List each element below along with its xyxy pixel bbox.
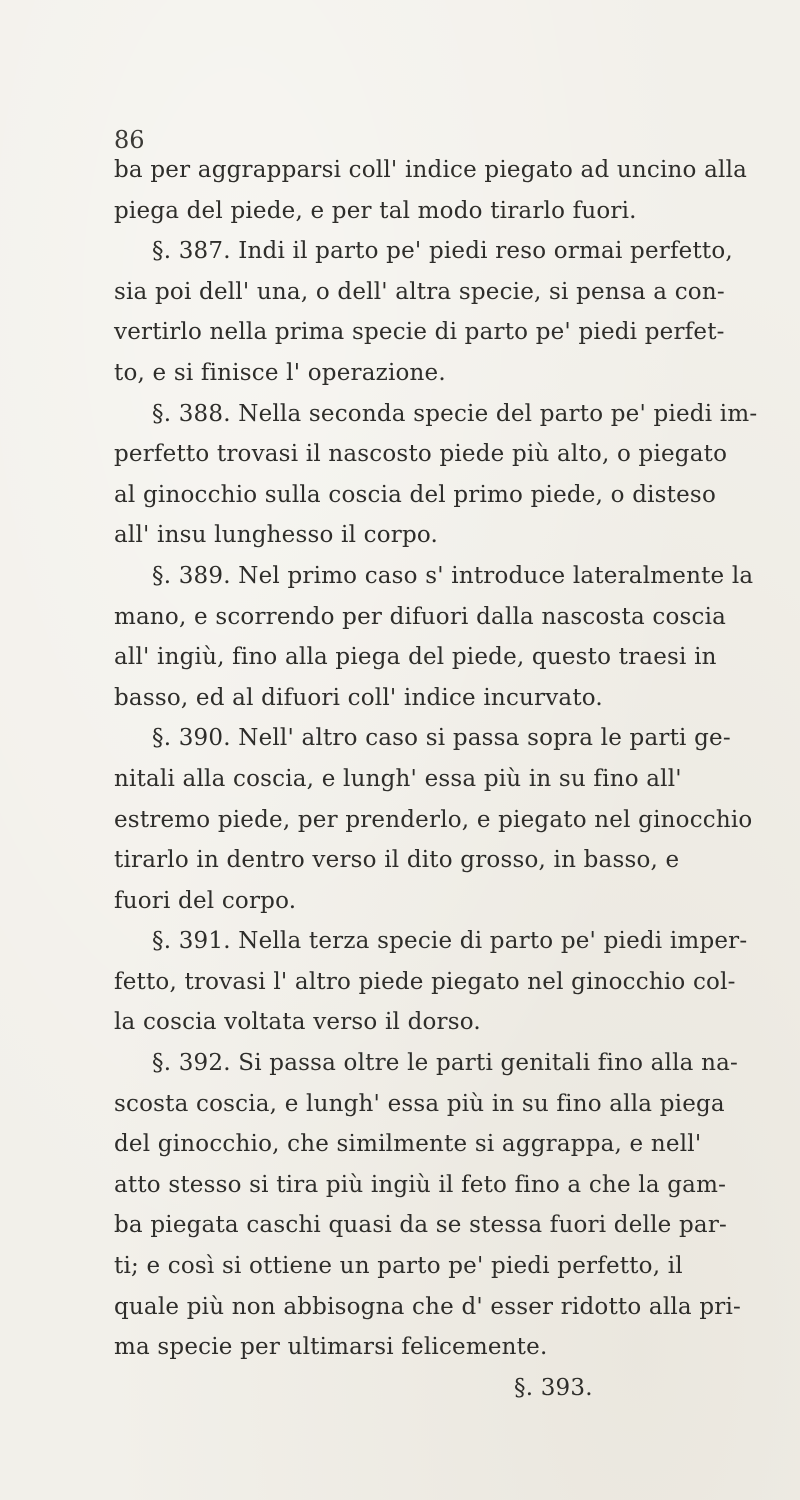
text-line: §. 391. Nella terza specie di parto pe' piedi imper- xyxy=(152,928,748,955)
text-line: all' insu lunghesso il corpo. xyxy=(114,522,439,549)
text-line: fetto, trovasi l' altro piede piegato nel ginocchio col- xyxy=(114,968,736,995)
text-line: al ginocchio sulla coscia del primo piede, o disteso xyxy=(114,481,716,508)
page-number: 86 xyxy=(114,126,145,154)
text-line: ti; e così si ottiene un parto pe' piedi perfetto, il xyxy=(114,1253,683,1280)
catchword: §. 393. xyxy=(514,1374,593,1401)
text-line: §. 388. Nella seconda specie del parto pe' piedi im- xyxy=(152,400,758,427)
text-line: ma specie per ultimarsi felicemente. xyxy=(114,1334,548,1361)
text-line: mano, e scorrendo per difuori dalla nascosta coscia xyxy=(114,603,727,630)
text-line: ba piegata caschi quasi da se stessa fuori delle par- xyxy=(114,1212,727,1239)
text-line: §. 392. Si passa oltre le parti genitali fino alla na- xyxy=(152,1050,738,1077)
text-line: tirarlo in dentro verso il dito grosso, in basso, e xyxy=(114,847,680,874)
text-line: all' ingiù, fino alla piega del piede, questo traesi in xyxy=(114,644,717,671)
text-line: basso, ed al difuori coll' indice incurvato. xyxy=(114,684,603,711)
text-line: fuori del corpo. xyxy=(114,887,297,914)
text-line: §. 389. Nel primo caso s' introduce lateralmente la xyxy=(152,562,754,589)
text-line: ba per aggrapparsi coll' indice piegato ad uncino alla xyxy=(114,157,748,183)
text-line: to, e si finisce l' operazione. xyxy=(114,359,446,386)
text-line: perfetto trovasi il nascosto piede più alto, o piegato xyxy=(114,441,728,468)
text-line: vertirlo nella prima specie di parto pe' piedi perfet- xyxy=(114,319,725,346)
text-line: la coscia voltata verso il dorso. xyxy=(114,1009,481,1036)
body-text xyxy=(114,150,758,1408)
text-line: §. 387. Indi il parto pe' piedi reso ormai perfetto, xyxy=(152,238,733,265)
text-line: scosta coscia, e lungh' essa più in su fino alla piega xyxy=(114,1090,725,1117)
text-line: nitali alla coscia, e lungh' essa più in su fino all' xyxy=(114,765,682,792)
text-line: §. 390. Nell' altro caso si passa sopra le parti ge- xyxy=(152,725,731,752)
text-line: piega del piede, e per tal modo tirarlo fuori. xyxy=(114,197,637,224)
text-line: del ginocchio, che similmente si aggrappa, e nell' xyxy=(114,1131,702,1158)
text-line: quale più non abbisogna che d' esser ridotto alla pri- xyxy=(114,1293,742,1320)
text-line: estremo piede, per prenderlo, e piegato nel ginocchio xyxy=(114,806,753,833)
text-line: sia poi dell' una, o dell' altra specie, si pensa a con- xyxy=(114,278,725,305)
text-line: atto stesso si tira più ingiù il feto fino a che la gam- xyxy=(114,1171,727,1198)
